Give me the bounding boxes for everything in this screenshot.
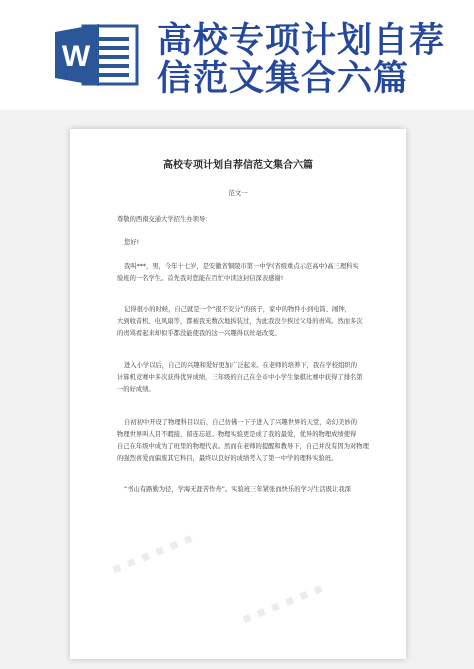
document-page bbox=[70, 129, 406, 659]
salutation: 尊敬的西南交通大学招生办领导： bbox=[117, 216, 212, 223]
greeting: 您好! bbox=[124, 239, 140, 246]
banner bbox=[0, 0, 474, 110]
paragraph-line: 自己在年级中成为了班里的物理代表。然而在老师的提醒和教导下，自己并没有因为对物理 bbox=[117, 443, 369, 450]
paragraph-line: 进入小学以后，自己的兴趣和爱好更加广泛起来。在老师的培养下，我在学校组织的 bbox=[124, 362, 357, 369]
paragraph-line: 大到收音机、电风扇等，都被我无数次地拆装过，为此我没少挨过父母的责骂。然而多次 bbox=[117, 318, 363, 325]
paragraph-line: 的责骂看起来却似乎都没能使我的这一兴趣得以丝毫改变。 bbox=[117, 330, 281, 337]
watermark: ■ ■ ■ ■ ■ ■ bbox=[241, 583, 327, 625]
paragraph-line: 自初初中开设了物理科目以后，自己仿佛一下子进入了兴趣世界的天堂，奇幻美妙的 bbox=[124, 419, 357, 426]
paragraph-line: “书山有路勤为径，学海无涯苦作舟”。实验班三年紧张而快乐的学习生活既让我深 bbox=[124, 486, 351, 493]
paragraph-line: 的强烈喜爱而偏废其它科目，最终以良好的成绩考入了第一中学的理科实验班。 bbox=[117, 455, 338, 462]
word-icon-letter: W bbox=[61, 40, 91, 73]
paragraph-line: 物理世界叫人目不暇接，留连忘返。物理实验更是成了我的最爱，优异的物理成绩使得 bbox=[117, 431, 357, 438]
paragraph-line: 我叫***，男，今年十七岁，是安徽省铜陵市第一中学(省级重点示范高中)高三理科实 bbox=[124, 263, 359, 270]
paragraph-line: 验班的一名学生。首先我对您能在百忙中读这封信深表感谢! bbox=[117, 275, 284, 282]
document-title: 高校专项计划自荐信范文集合六篇 bbox=[163, 160, 313, 171]
paragraph-line: 一的好成绩。 bbox=[117, 386, 155, 393]
paragraph-line: 计算机竞赛中多次获得优异成绩，三年级的自己在全市中小学生象棋比赛中获得了排名第 bbox=[117, 374, 363, 381]
section-heading: 范文一 bbox=[228, 189, 248, 197]
banner-title-line-1: 高校专项计划自荐 bbox=[157, 21, 446, 61]
watermark: ■ ■ ■ ■ ■ ■ bbox=[111, 533, 197, 575]
paragraph-line: 记得很小的时候，自己就是一个“很不安分”的孩子，家中的物件小到电筒、闹钟， bbox=[124, 306, 351, 313]
banner-title-line-2: 信范文集合六篇 bbox=[157, 59, 410, 99]
word-document-icon bbox=[55, 24, 139, 86]
